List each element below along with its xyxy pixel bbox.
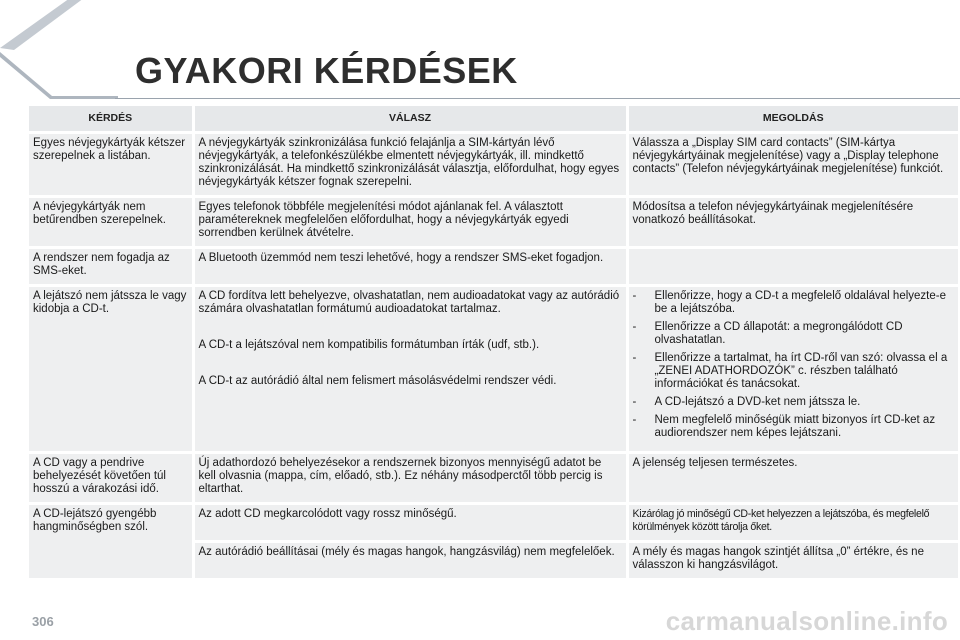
question-cell: A CD-lejátszó gyengébb hangminőségben szól. bbox=[29, 504, 193, 579]
page-number: 306 bbox=[32, 614, 54, 629]
solution-cell: A jelenség teljesen természetes. bbox=[627, 453, 958, 504]
answer-cell: A névjegykártyák szinkronizálása funkció felajánlja a SIM-kártyán lévő névjegykártyák, a telefonkészülékbe elmentett névjegykártyák, ill. mindkettő szinkronizálását. Ha mindkettő szinkronizálását választja, előfordulhat, hogy egyes névjegykártyák kétszer fognak szerepelni. bbox=[193, 133, 627, 197]
answer-cell bbox=[193, 286, 627, 453]
solution-list-item: - A CD-lejátszó a DVD-ket nem játssza le. bbox=[633, 396, 955, 409]
watermark-text: carmanualsonline.info bbox=[665, 606, 948, 636]
column-header-answer: VÁLASZ bbox=[193, 106, 627, 133]
question-cell: Egyes névjegykártyák kétszer szerepelnek a listában. bbox=[29, 133, 193, 197]
solution-cell: Módosítsa a telefon névjegykártyáinak megjelenítésére vonatkozó beállításokat. bbox=[627, 197, 958, 248]
question-cell: A névjegykártyák nem betűrendben szerepelnek. bbox=[29, 197, 193, 248]
answer-cell: Az autórádió beállításai (mély és magas hangok, hangzásvilág) nem megfelelőek. bbox=[193, 542, 627, 579]
solution-cell bbox=[627, 286, 958, 453]
table-row bbox=[29, 248, 958, 286]
solution-cell: Kizárólag jó minőségű CD-ket helyezzen a lejátszóba, és megfelelő körülmények között tárolja őket. bbox=[627, 504, 958, 542]
answer-paragraph: A CD fordítva lett behelyezve, olvashatatlan, nem audioadatokat vagy az autórádió számára olvashatatlan formátumú audioadatokat tartalmaz. bbox=[198, 290, 620, 315]
solution-cell bbox=[627, 248, 958, 286]
header-rule bbox=[115, 98, 960, 99]
answer-cell: A Bluetooth üzemmód nem teszi lehetővé, hogy a rendszer SMS-eket fogadjon. bbox=[193, 248, 627, 286]
answer-cell: Az adott CD megkarcolódott vagy rossz minőségű. bbox=[193, 504, 627, 542]
table-row bbox=[29, 197, 958, 248]
table-row bbox=[29, 133, 958, 197]
table-row bbox=[29, 504, 958, 542]
solution-list-item: - Ellenőrizze a tartalmat, ha írt CD-ről van szó: olvassa el a „ZENEI ADATHORDOZÓK” c. részben található információkat és tanácsokat. bbox=[633, 352, 955, 391]
solution-list-item: - Ellenőrizze a CD állapotát: a megrongálódott CD olvashatatlan. bbox=[633, 321, 955, 347]
column-header-question: KÉRDÉS bbox=[29, 106, 193, 133]
solution-cell: Válassza a „Display SIM card contacts” (SIM-kártya névjegykártyáinak megjelenítése) vagy a „Display telephone contacts” (Telefon névjegykártyáinak megjelenítése) funkciót. bbox=[627, 133, 958, 197]
question-cell: A rendszer nem fogadja az SMS-eket. bbox=[29, 248, 193, 286]
question-cell: A CD vagy a pendrive behelyezését követően túl hosszú a várakozási idő. bbox=[29, 453, 193, 504]
faq-table bbox=[29, 106, 958, 578]
question-cell: A lejátszó nem játssza le vagy kidobja a CD-t. bbox=[29, 286, 193, 453]
table-header-row bbox=[29, 106, 958, 133]
table-row bbox=[29, 286, 958, 453]
solution-list bbox=[633, 290, 955, 440]
solution-list-item: - Nem megfelelő minőségük miatt bizonyos írt CD-ket az audiorendszer nem képes lejátszani. bbox=[633, 414, 955, 440]
header-swoosh-decoration bbox=[0, 0, 130, 105]
solution-list-item: - Ellenőrizze, hogy a CD-t a megfelelő oldalával helyezte-e be a lejátszóba. bbox=[633, 290, 955, 316]
page-title: GYAKORI KÉRDÉSEK bbox=[135, 50, 518, 91]
table-row bbox=[29, 453, 958, 504]
answer-cell: Új adathordozó behelyezésekor a rendszernek bizonyos mennyiségű adatot be kell olvasnia (mappa, cím, előadó, stb.). Ez néhány másodperctől több percig is eltarthat. bbox=[193, 453, 627, 504]
column-header-solution: MEGOLDÁS bbox=[627, 106, 958, 133]
answer-paragraph: A CD-t az autórádió által nem felismert másolásvédelmi rendszer védi. bbox=[198, 375, 557, 387]
answer-cell: Egyes telefonok többféle megjelenítési módot ajánlanak fel. A választott paramétereknek megfelelően előfordulhat, hogy a névjegykártyák egyedi sorrendben kerülnek átvételre. bbox=[193, 197, 627, 248]
solution-cell: A mély és magas hangok szintjét állítsa „0” értékre, és ne válasszon ki hangzásvilágot. bbox=[627, 542, 958, 579]
answer-paragraph: A CD-t a lejátszóval nem kompatibilis formátumban írták (udf, stb.). bbox=[198, 339, 540, 351]
